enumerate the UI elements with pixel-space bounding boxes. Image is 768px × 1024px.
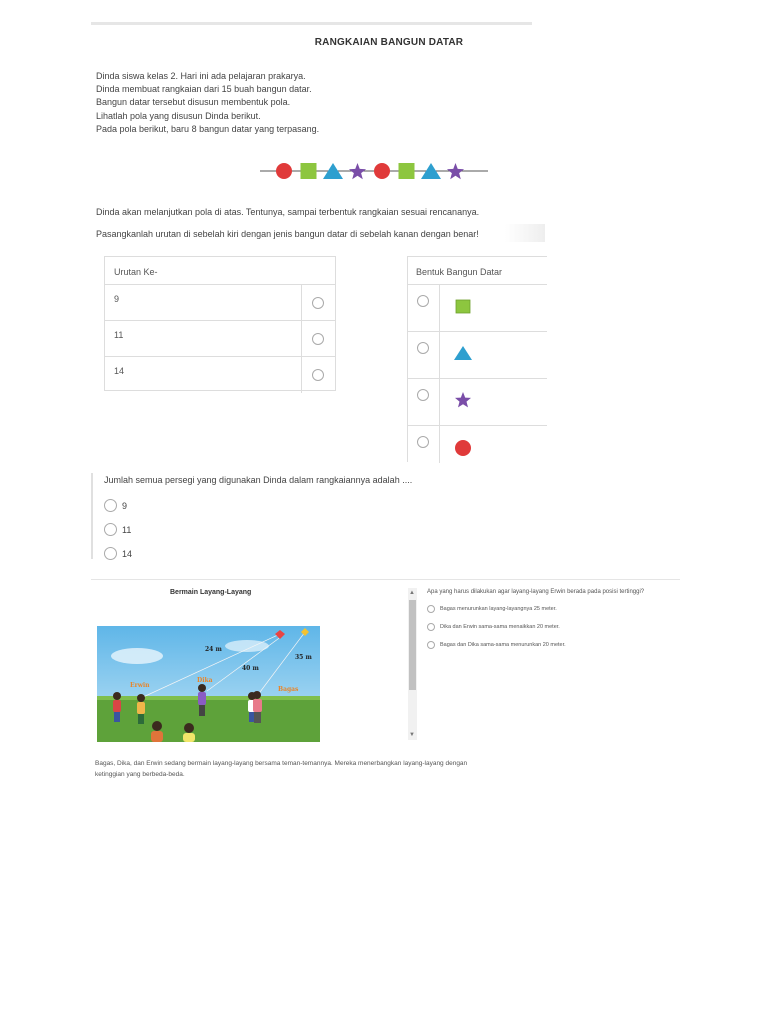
- match-radio[interactable]: [417, 436, 429, 448]
- match-cell: [301, 285, 335, 320]
- table-row: [105, 285, 335, 321]
- answer-label: Bagas menurunkan layang-layangnya 25 meter.: [440, 606, 557, 612]
- match-cell: [408, 332, 440, 378]
- intro-line: Lihatlah pola yang disusun Dinda berikut.: [96, 110, 261, 121]
- match-radio[interactable]: [417, 295, 429, 307]
- kite-illustration: [97, 626, 320, 742]
- match-radio[interactable]: [417, 389, 429, 401]
- table-row: [408, 426, 547, 463]
- question-accent-bar: [91, 473, 93, 559]
- kite-title: Bermain Layang-Layang: [170, 589, 252, 596]
- order-table-header: Urutan Ke-: [105, 257, 335, 285]
- top-divider: [91, 22, 532, 25]
- match-radio[interactable]: [417, 342, 429, 354]
- match-radio[interactable]: [312, 297, 324, 309]
- answer-radio[interactable]: [104, 499, 117, 512]
- shape-pattern: [258, 158, 490, 186]
- order-number: 14: [114, 366, 125, 376]
- distance-label: 40 m: [242, 665, 259, 672]
- fade-overlay: [505, 224, 545, 242]
- match-cell: [408, 426, 440, 463]
- answer-label: Bagas dan Dika sama-sama menurunkan 20 meter.: [440, 642, 566, 648]
- match-radio[interactable]: [312, 369, 324, 381]
- answer-radio[interactable]: [427, 623, 435, 631]
- intro-line: Dinda siswa kelas 2. Hari ini ada pelajaran prakarya.: [96, 71, 306, 81]
- table-row: [408, 332, 547, 379]
- table-row: [105, 321, 335, 357]
- square-icon: [301, 163, 317, 179]
- shape-table: [407, 256, 547, 462]
- table-row: [105, 357, 335, 393]
- intro-line: Bangun datar tersebut disusun membentuk pola.: [96, 97, 291, 108]
- star-icon: [447, 163, 464, 179]
- match-cell: [301, 357, 335, 393]
- distance-label: 24 m: [205, 646, 222, 653]
- intro-text: [96, 70, 536, 136]
- distance-label: 35 m: [295, 654, 312, 661]
- scroll-down-icon[interactable]: ▼: [409, 732, 415, 738]
- shape-table-header: Bentuk Bangun Datar: [408, 257, 547, 285]
- scroll-up-icon[interactable]: ▲: [409, 590, 415, 596]
- match-cell: [301, 321, 335, 356]
- answer-radio[interactable]: [427, 605, 435, 613]
- star-icon: [454, 391, 472, 409]
- intro-line: Dinda membuat rangkaian dari 15 buah bangun datar.: [96, 84, 312, 95]
- order-number: 11: [114, 330, 124, 340]
- square-icon: [454, 297, 472, 315]
- intro-line: Pada pola berikut, baru 8 bangun datar yang terpasang.: [96, 123, 320, 134]
- match-cell: [408, 285, 440, 331]
- answer-label: Dika dan Erwin sama-sama menaikkan 20 meter.: [440, 624, 560, 630]
- square-icon: [399, 163, 415, 179]
- instruction-text: Dinda akan melanjutkan pola di atas. Tentunya, sampai terbentuk rangkaian sesuai rencananya.: [96, 207, 480, 217]
- scrollbar-thumb[interactable]: [409, 600, 416, 690]
- name-label: Dika: [197, 677, 213, 684]
- match-radio[interactable]: [312, 333, 324, 345]
- answer-radio[interactable]: [104, 547, 117, 560]
- kite-question-text: Apa yang harus dilakukan agar layang-layang Erwin berada pada posisi tertinggi?: [427, 589, 645, 595]
- page-title: RANGKAIAN BANGUN DATAR: [314, 37, 464, 48]
- name-label: Erwin: [130, 682, 150, 689]
- table-row: [408, 285, 547, 332]
- answer-radio[interactable]: [104, 523, 117, 536]
- table-row: [408, 379, 547, 426]
- circle-icon: [276, 163, 292, 179]
- section-divider: [91, 579, 680, 580]
- answer-label: 9: [122, 501, 128, 511]
- name-label: Bagas: [278, 686, 299, 693]
- circle-icon: [374, 163, 390, 179]
- kite-description: Bagas, Dika, dan Erwin sedang bermain layang-layang bersama teman-temannya. Mereka menerbangkan layang-layang dengan ketinggian yang berbeda-beda.: [95, 760, 468, 778]
- star-icon: [349, 163, 366, 179]
- circle-icon: [454, 438, 472, 456]
- order-number: 9: [114, 294, 120, 304]
- instruction-text: Pasangkanlah urutan di sebelah kiri dengan jenis bangun datar di sebelah kanan dengan benar!: [96, 229, 479, 239]
- order-table: [104, 256, 336, 391]
- answer-radio[interactable]: [427, 641, 435, 649]
- answer-label: 11: [122, 525, 132, 535]
- answer-label: 14: [122, 549, 133, 559]
- question-text: Jumlah semua persegi yang digunakan Dinda dalam rangkaiannya adalah ....: [104, 475, 413, 485]
- match-cell: [408, 379, 440, 425]
- triangle-icon: [454, 344, 472, 362]
